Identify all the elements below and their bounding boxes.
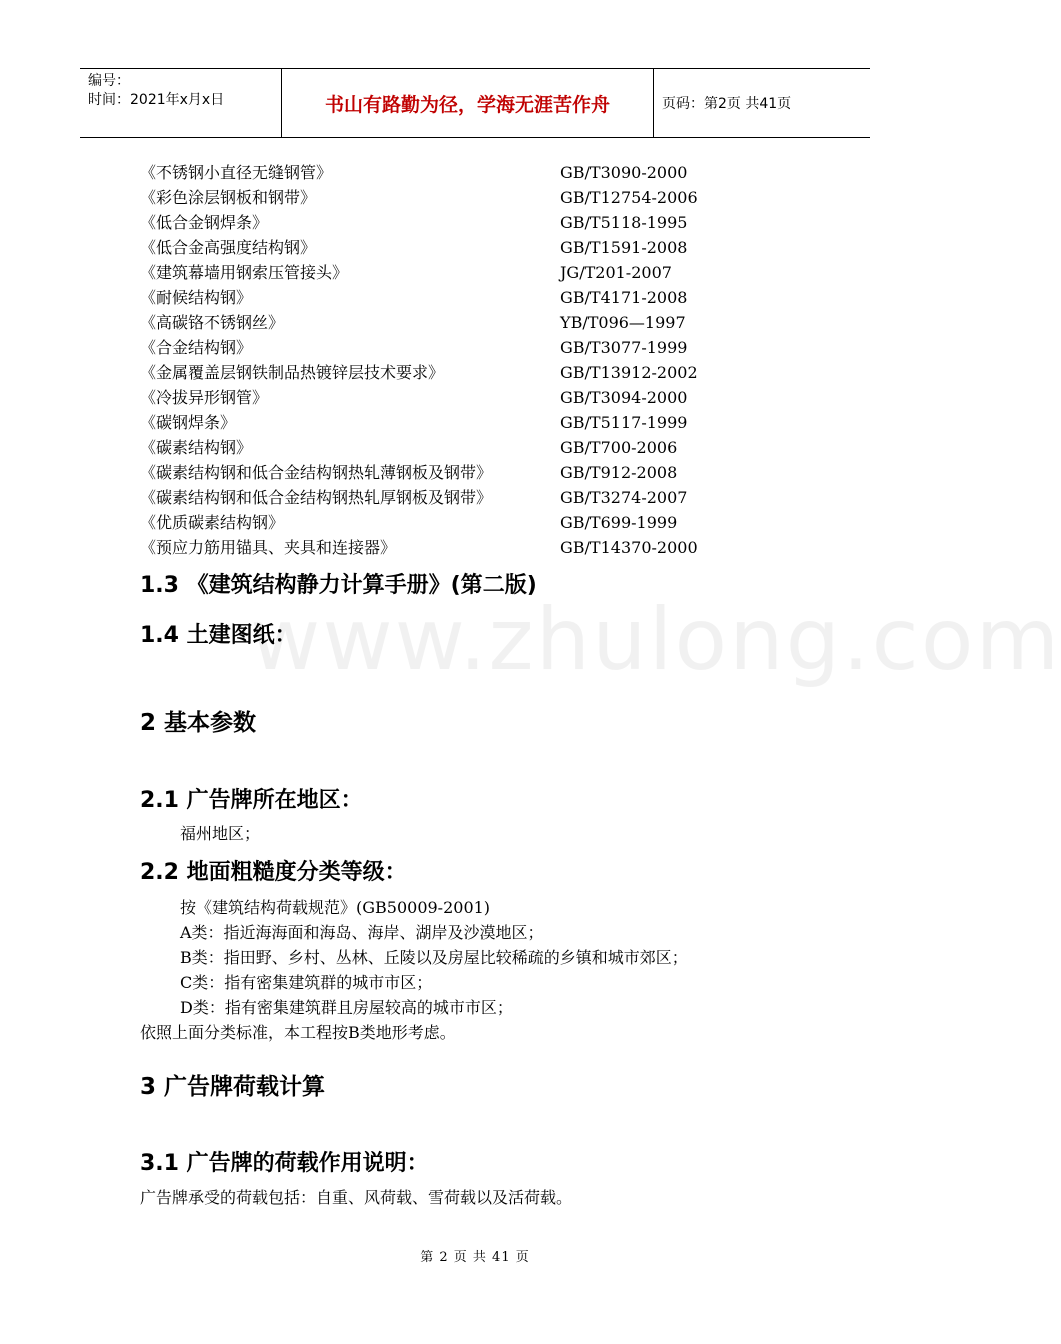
reference-title: 《优质碳素结构钢》 — [140, 513, 285, 532]
reference-code: GB/T13912-2002 — [560, 363, 698, 382]
reference-row — [140, 210, 840, 235]
section-heading-1-4: 1.4 土建图纸： — [140, 623, 297, 648]
watermark-text: www.zhulong.com — [250, 590, 1061, 690]
reference-code: GB/T14370-2000 — [560, 538, 698, 557]
reference-row — [140, 285, 840, 310]
section-heading-1-3: 1.3 《建筑结构静力计算手册》(第二版) — [140, 573, 537, 598]
reference-title: 《碳素结构钢和低合金结构钢热轧薄钢板及钢带》 — [140, 463, 493, 482]
reference-list — [140, 160, 840, 560]
reference-row — [140, 485, 840, 510]
reference-row — [140, 435, 840, 460]
reference-title: 《金属覆盖层钢铁制品热镀锌层技术要求》 — [140, 363, 445, 382]
reference-row — [140, 160, 840, 185]
reference-code: JG/T201-2007 — [560, 263, 672, 282]
doc-date-label: 时间：2021年x月x日 — [88, 92, 225, 108]
reference-row — [140, 460, 840, 485]
reference-title: 《碳素结构钢和低合金结构钢热轧厚钢板及钢带》 — [140, 488, 493, 507]
reference-row — [140, 510, 840, 535]
reference-code: YB/T096—1997 — [560, 313, 686, 332]
reference-title: 《碳钢焊条》 — [140, 413, 237, 432]
reference-title: 《预应力筋用锚具、夹具和连接器》 — [140, 538, 397, 557]
reference-code: GB/T699-1999 — [560, 513, 678, 532]
reference-row — [140, 235, 840, 260]
reference-title: 《高碳铬不锈钢丝》 — [140, 313, 285, 332]
reference-title: 《耐候结构钢》 — [140, 288, 253, 307]
reference-title: 《合金结构钢》 — [140, 338, 253, 357]
reference-code: GB/T3274-2007 — [560, 488, 688, 507]
reference-title: 《低合金钢焊条》 — [140, 213, 269, 232]
load-description: 广告牌承受的荷载包括：自重、风荷载、雪荷载以及活荷载。 — [140, 1188, 573, 1207]
reference-code: GB/T4171-2008 — [560, 288, 688, 307]
roughness-line: C类：指有密集建筑群的城市市区； — [180, 973, 433, 992]
reference-title: 《不锈钢小直径无缝钢管》 — [140, 163, 333, 182]
reference-row — [140, 535, 840, 560]
reference-code: GB/T3090-2000 — [560, 163, 688, 182]
chapter-heading-3: 3 广告牌荷载计算 — [140, 1074, 326, 1100]
reference-row — [140, 360, 840, 385]
reference-title: 《碳素结构钢》 — [140, 438, 253, 457]
section-heading-3-1: 3.1 广告牌的荷载作用说明： — [140, 1151, 429, 1176]
reference-code: GB/T912-2008 — [560, 463, 678, 482]
header-meta — [80, 69, 282, 137]
reference-row — [140, 185, 840, 210]
reference-row — [140, 260, 840, 285]
reference-code: GB/T12754-2006 — [560, 188, 698, 207]
reference-code: GB/T5118-1995 — [560, 213, 688, 232]
reference-row — [140, 385, 840, 410]
chapter-heading-2: 2 基本参数 — [140, 710, 257, 736]
reference-title: 《低合金高强度结构钢》 — [140, 238, 317, 257]
header-motto: 书山有路勤为径，学海无涯苦作舟 — [282, 69, 654, 137]
roughness-conclusion: 依照上面分类标准，本工程按B类地形考虑。 — [140, 1023, 456, 1042]
section-heading-2-1: 2.1 广告牌所在地区： — [140, 788, 363, 813]
reference-row — [140, 410, 840, 435]
roughness-line: D类：指有密集建筑群且房屋较高的城市市区； — [180, 998, 513, 1017]
roughness-line: A类：指近海海面和海岛、海岸、湖岸及沙漠地区； — [180, 923, 544, 942]
reference-row — [140, 310, 840, 335]
reference-title: 《彩色涂层钢板和钢带》 — [140, 188, 317, 207]
reference-code: GB/T5117-1999 — [560, 413, 688, 432]
reference-code: GB/T3077-1999 — [560, 338, 688, 357]
roughness-line: B类：指田野、乡村、丛林、丘陵以及房屋比较稀疏的乡镇和城市郊区； — [180, 948, 688, 967]
section-heading-2-2: 2.2 地面粗糙度分类等级： — [140, 860, 407, 885]
reference-row — [140, 335, 840, 360]
reference-code: GB/T700-2006 — [560, 438, 678, 457]
region-text: 福州地区； — [180, 824, 261, 843]
page-header — [80, 68, 870, 138]
reference-title: 《冷拔异形钢管》 — [140, 388, 269, 407]
reference-code: GB/T1591-2008 — [560, 238, 688, 257]
roughness-line: 按《建筑结构荷载规范》(GB50009-2001) — [180, 898, 491, 917]
page-footer: 第 2 页 共 41 页 — [420, 1250, 530, 1265]
doc-number-label: 编号： — [88, 73, 130, 89]
header-page-info: 页码：第2页 共41页 — [662, 96, 792, 112]
reference-title: 《建筑幕墙用钢索压管接头》 — [140, 263, 349, 282]
reference-code: GB/T3094-2000 — [560, 388, 688, 407]
